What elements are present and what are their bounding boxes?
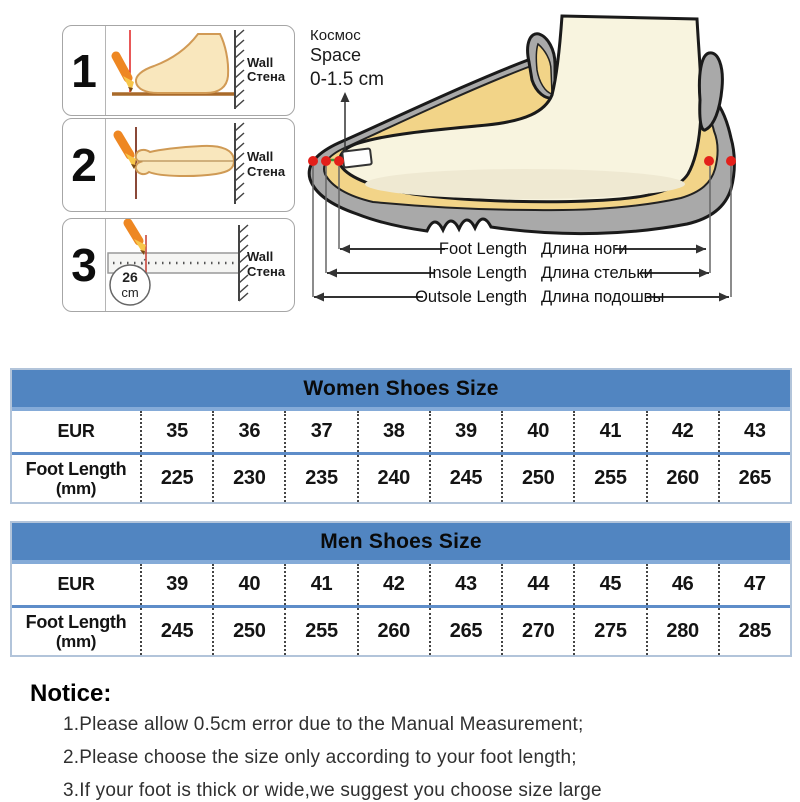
size-cell: 47 bbox=[718, 564, 790, 605]
shoe-cross-section bbox=[295, 0, 800, 320]
men-table-title: Men Shoes Size bbox=[12, 523, 790, 564]
size-cell: 39 bbox=[140, 564, 212, 605]
length-cell: 255 bbox=[284, 608, 356, 655]
measure-step-panel-2 bbox=[62, 118, 295, 212]
pencil-icon bbox=[128, 223, 146, 255]
shoe-measurement-diagram bbox=[295, 0, 800, 320]
length-cell: 245 bbox=[140, 608, 212, 655]
size-cell: 43 bbox=[429, 564, 501, 605]
size-cell: 42 bbox=[357, 564, 429, 605]
wall-label: Wall Стена bbox=[247, 249, 286, 279]
notice-item-2: 2.Please choose the size only according to your foot length; bbox=[63, 747, 577, 768]
length-cell: 265 bbox=[718, 455, 790, 502]
outsole-length-label-ru: Длина подошвы bbox=[541, 288, 665, 306]
length-cell: 240 bbox=[357, 455, 429, 502]
row-label-eur: EUR bbox=[57, 421, 95, 442]
women-foot-length-row bbox=[12, 455, 790, 502]
women-size-table bbox=[10, 368, 792, 504]
size-cell: 43 bbox=[718, 411, 790, 452]
length-cell: 235 bbox=[284, 455, 356, 502]
wall-hatching bbox=[235, 30, 244, 108]
size-cell: 40 bbox=[501, 411, 573, 452]
notice-item-3: 3.If your foot is thick or wide,we suggest you choose size large bbox=[63, 780, 602, 801]
row-label-foot-length: Foot Length (mm) bbox=[25, 458, 127, 499]
measure-step-panel-3 bbox=[62, 218, 295, 312]
men-foot-length-row bbox=[12, 608, 790, 655]
wall-hatching bbox=[235, 123, 244, 201]
size-cell: 46 bbox=[646, 564, 718, 605]
step-number: 1 bbox=[63, 26, 106, 115]
space-label-en: Space bbox=[310, 45, 362, 65]
length-cell: 225 bbox=[140, 455, 212, 502]
length-cell: 285 bbox=[718, 608, 790, 655]
pencil-icon bbox=[116, 56, 134, 92]
foot-shape bbox=[136, 34, 228, 93]
men-size-table bbox=[10, 521, 792, 657]
length-cell: 275 bbox=[573, 608, 645, 655]
foot-sole-shading bbox=[365, 169, 685, 199]
size-cell: 45 bbox=[573, 564, 645, 605]
size-cell: 38 bbox=[357, 411, 429, 452]
men-eur-row bbox=[12, 564, 790, 608]
wall-label: Wall Стена bbox=[247, 54, 286, 85]
step-3-art bbox=[106, 219, 294, 311]
size-cell: 40 bbox=[212, 564, 284, 605]
toe-gap-marker bbox=[342, 148, 372, 167]
space-pointer-arrowhead bbox=[341, 92, 350, 102]
length-cell: 250 bbox=[501, 455, 573, 502]
length-cell: 230 bbox=[212, 455, 284, 502]
measure-step-panel-1 bbox=[62, 25, 295, 116]
length-cell: 245 bbox=[429, 455, 501, 502]
notice-title: Notice: bbox=[30, 680, 112, 707]
outsole-length-label-en: Outsole Length bbox=[415, 288, 527, 306]
step-number: 2 bbox=[63, 119, 106, 211]
length-cell: 265 bbox=[429, 608, 501, 655]
row-label-foot-length: Foot Length (mm) bbox=[25, 611, 127, 652]
size-cell: 41 bbox=[573, 411, 645, 452]
women-eur-row bbox=[12, 411, 790, 455]
space-value: 0-1.5 cm bbox=[310, 69, 384, 90]
insole-length-label-ru: Длина стельки bbox=[541, 264, 653, 282]
pencil-icon bbox=[118, 135, 136, 169]
length-cell: 260 bbox=[646, 455, 718, 502]
women-table-title: Women Shoes Size bbox=[12, 370, 790, 411]
measured-length-value: 26 bbox=[122, 269, 138, 285]
length-cell: 270 bbox=[501, 608, 573, 655]
length-cell: 250 bbox=[212, 608, 284, 655]
insole-length-label-en: Insole Length bbox=[427, 264, 527, 282]
size-cell: 44 bbox=[501, 564, 573, 605]
step-2-art bbox=[106, 119, 294, 211]
size-cell: 39 bbox=[429, 411, 501, 452]
length-cell: 260 bbox=[357, 608, 429, 655]
size-cell: 35 bbox=[140, 411, 212, 452]
size-cell: 37 bbox=[284, 411, 356, 452]
foot-length-label-ru: Длина ноги bbox=[541, 240, 628, 258]
size-cell: 41 bbox=[284, 564, 356, 605]
space-label-ru: Космос bbox=[310, 27, 361, 44]
length-cell: 255 bbox=[573, 455, 645, 502]
size-cell: 42 bbox=[646, 411, 718, 452]
measured-length-unit: cm bbox=[121, 285, 139, 300]
step-1-art bbox=[106, 26, 294, 115]
foot-length-label-en: Foot Length bbox=[438, 240, 527, 258]
length-cell: 280 bbox=[646, 608, 718, 655]
row-label-eur: EUR bbox=[57, 574, 95, 595]
notice-item-1: 1.Please allow 0.5cm error due to the Manual Measurement; bbox=[63, 714, 584, 735]
step-number: 3 bbox=[63, 219, 106, 311]
size-cell: 36 bbox=[212, 411, 284, 452]
wall-label: Wall Стена bbox=[247, 149, 286, 179]
